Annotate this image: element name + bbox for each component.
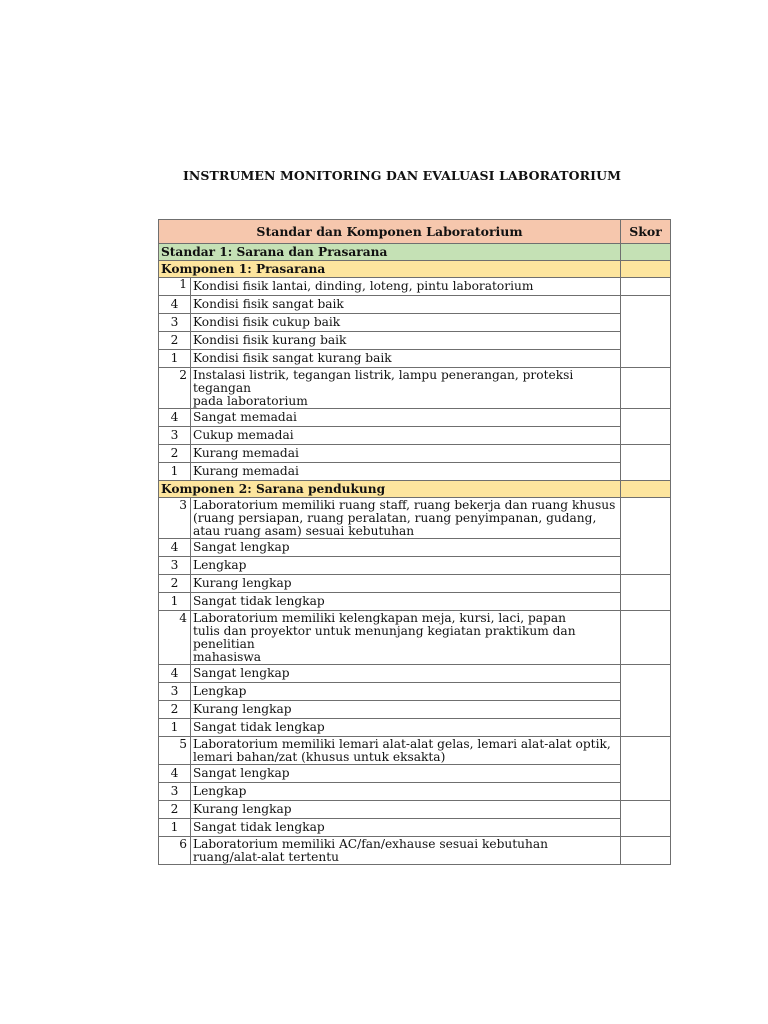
option-row	[159, 409, 671, 427]
option-label: Sangat lengkap	[191, 665, 621, 683]
option-row	[159, 332, 671, 350]
item-text	[191, 611, 621, 665]
table-row	[159, 498, 671, 539]
option-label: Sangat memadai	[191, 409, 621, 427]
table-row	[159, 368, 671, 409]
table-row	[159, 737, 671, 765]
item-text-line: lemari bahan/zat (khusus untuk eksakta)	[193, 750, 446, 764]
option-row	[159, 701, 671, 719]
table-row	[159, 837, 671, 865]
option-score: 3	[159, 427, 191, 445]
option-label: Cukup memadai	[191, 427, 621, 445]
option-row	[159, 575, 671, 593]
document-title: INSTRUMEN MONITORING DAN EVALUASI LABORATORIUM	[182, 168, 622, 183]
option-score: 4	[159, 539, 191, 557]
item-text	[191, 368, 621, 409]
item-text-line: Laboratorium memiliki lemari alat-alat gelas, lemari alat-alat optik,	[193, 737, 611, 751]
option-score: 4	[159, 665, 191, 683]
item-text-line: (ruang persiapan, ruang peralatan, ruang penyimpanan, gudang,	[193, 511, 597, 525]
option-row	[159, 557, 671, 575]
option-label: Kondisi fisik kurang baik	[191, 332, 621, 350]
option-row	[159, 765, 671, 783]
option-score: 1	[159, 819, 191, 837]
option-row	[159, 350, 671, 368]
komponen-1-label: Komponen 1: Prasarana	[159, 261, 621, 278]
skor-cell[interactable]	[621, 278, 671, 296]
option-label: Sangat lengkap	[191, 539, 621, 557]
option-score: 2	[159, 575, 191, 593]
item-text-line: Laboratorium memiliki AC/fan/exhause sesuai kebutuhan	[193, 837, 548, 851]
item-text	[191, 837, 621, 865]
item-number: 1	[159, 278, 191, 296]
option-row	[159, 801, 671, 819]
option-score: 1	[159, 593, 191, 611]
item-number: 6	[159, 837, 191, 865]
option-score: 1	[159, 350, 191, 368]
option-label: Kondisi fisik cukup baik	[191, 314, 621, 332]
header-standar-komponen: Standar dan Komponen Laboratorium	[159, 220, 621, 244]
header-skor: Skor	[621, 220, 671, 244]
standar-row	[159, 244, 671, 261]
option-row	[159, 445, 671, 463]
item-text-line: ruang/alat-alat tertentu	[193, 850, 339, 864]
option-score: 1	[159, 463, 191, 481]
item-text-line: Instalasi listrik, tegangan listrik, lampu penerangan, proteksi tegangan	[193, 368, 574, 395]
komponen-2-label: Komponen 2: Sarana pendukung	[159, 481, 621, 498]
option-score: 2	[159, 801, 191, 819]
skor-cell[interactable]	[621, 737, 671, 801]
item-text-line: atau ruang asam) sesuai kebutuhan	[193, 524, 415, 538]
option-label: Kondisi fisik sangat baik	[191, 296, 621, 314]
option-score: 2	[159, 701, 191, 719]
item-text-line: pada laboratorium	[193, 394, 308, 408]
option-row	[159, 296, 671, 314]
monitoring-table	[158, 219, 671, 865]
table-row	[159, 611, 671, 665]
option-label: Sangat tidak lengkap	[191, 719, 621, 737]
option-row	[159, 593, 671, 611]
skor-cell[interactable]	[621, 801, 671, 837]
option-row	[159, 719, 671, 737]
item-number: 3	[159, 498, 191, 539]
option-score: 2	[159, 445, 191, 463]
option-score: 4	[159, 765, 191, 783]
option-row	[159, 427, 671, 445]
skor-cell[interactable]	[621, 296, 671, 368]
option-label: Lengkap	[191, 557, 621, 575]
item-text-line: mahasiswa	[193, 650, 262, 664]
option-score: 4	[159, 296, 191, 314]
skor-cell[interactable]	[621, 498, 671, 575]
option-label: Lengkap	[191, 783, 621, 801]
table-header-row	[159, 220, 671, 244]
skor-cell[interactable]	[621, 445, 671, 481]
skor-cell	[621, 244, 671, 261]
option-row	[159, 683, 671, 701]
skor-cell[interactable]	[621, 837, 671, 865]
standar-1-label: Standar 1: Sarana dan Prasarana	[159, 244, 621, 261]
option-score: 1	[159, 719, 191, 737]
option-label: Kondisi fisik sangat kurang baik	[191, 350, 621, 368]
option-label: Kurang lengkap	[191, 801, 621, 819]
option-score: 3	[159, 783, 191, 801]
table-row	[159, 278, 671, 296]
skor-cell[interactable]	[621, 409, 671, 445]
option-label: Lengkap	[191, 683, 621, 701]
skor-cell[interactable]	[621, 368, 671, 409]
option-score: 3	[159, 683, 191, 701]
skor-cell[interactable]	[621, 575, 671, 611]
option-label: Kurang lengkap	[191, 575, 621, 593]
item-text-line: tulis dan proyektor untuk menunjang kegiatan praktikum dan penelitian	[193, 624, 576, 651]
option-row	[159, 783, 671, 801]
option-label: Sangat tidak lengkap	[191, 593, 621, 611]
item-number: 4	[159, 611, 191, 665]
option-row	[159, 819, 671, 837]
item-text-line: Laboratorium memiliki ruang staff, ruang bekerja dan ruang khusus	[193, 498, 616, 512]
item-text: Kondisi fisik lantai, dinding, loteng, pintu laboratorium	[191, 278, 621, 296]
item-number: 5	[159, 737, 191, 765]
skor-cell[interactable]	[621, 665, 671, 737]
skor-cell[interactable]	[621, 611, 671, 665]
option-row	[159, 539, 671, 557]
skor-cell	[621, 481, 671, 498]
item-number: 2	[159, 368, 191, 409]
option-label: Kurang memadai	[191, 463, 621, 481]
komponen-row	[159, 481, 671, 498]
option-score: 3	[159, 314, 191, 332]
item-text-line: Laboratorium memiliki kelengkapan meja, kursi, laci, papan	[193, 611, 566, 625]
option-label: Kurang memadai	[191, 445, 621, 463]
option-label: Kurang lengkap	[191, 701, 621, 719]
option-score: 4	[159, 409, 191, 427]
item-text	[191, 737, 621, 765]
item-text	[191, 498, 621, 539]
option-row	[159, 314, 671, 332]
option-score: 2	[159, 332, 191, 350]
option-label: Sangat tidak lengkap	[191, 819, 621, 837]
option-score: 3	[159, 557, 191, 575]
komponen-row	[159, 261, 671, 278]
option-row	[159, 463, 671, 481]
option-label: Sangat lengkap	[191, 765, 621, 783]
option-row	[159, 665, 671, 683]
skor-cell	[621, 261, 671, 278]
